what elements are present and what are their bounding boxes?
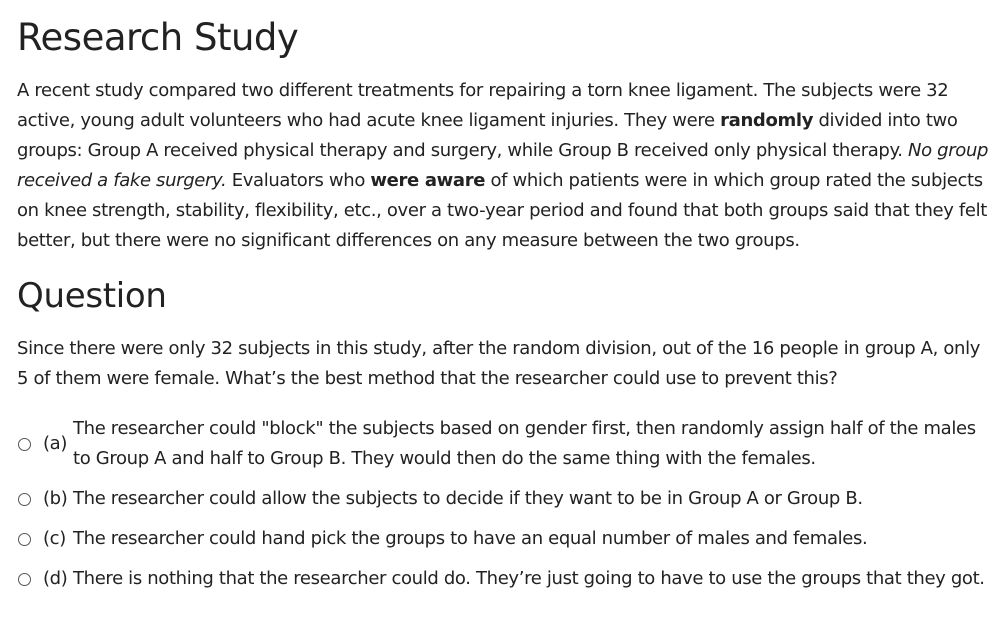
radio-button-d[interactable]	[18, 573, 31, 586]
option-text: The researcher could "block" the subjects based on gender first, then randomly assign half of the males to Group A and half to Group B. They would then do the same thing with the females.	[73, 418, 976, 469]
option-a[interactable]	[17, 414, 992, 474]
study-text-part2: divided into two groups: Group A received physical therapy and surgery, while Group B received only physical therapy.	[17, 110, 958, 161]
study-text-part1: A recent study compared two different treatments for repairing a torn knee ligament. The subjects were 32 active, young adult volunteers who had acute knee ligament injuries. They were	[17, 80, 949, 131]
radio-button-c[interactable]	[18, 533, 31, 546]
study-emphasis-were-aware: were aware	[370, 170, 486, 191]
study-paragraph	[17, 76, 992, 256]
question-text: Since there were only 32 subjects in this study, after the random division, out of the 16 people in group A, only 5 of them were female. What’s the best method that the researcher could use to prevent this?	[17, 338, 981, 389]
question-heading: Question	[17, 276, 167, 316]
option-d[interactable]	[17, 564, 992, 594]
study-text-part3: Evaluators who	[226, 170, 371, 191]
study-heading: Research Study	[17, 16, 299, 59]
option-text: The researcher could allow the subjects to decide if they want to be in Group A or Group B.	[73, 488, 863, 509]
option-text: The researcher could hand pick the groups to have an equal number of males and females.	[73, 528, 868, 549]
radio-button-b[interactable]	[18, 493, 31, 506]
study-emphasis-randomly: randomly	[720, 110, 814, 131]
study-italic-note: No group received a fake surgery.	[17, 140, 989, 191]
option-c[interactable]	[17, 524, 992, 554]
option-b[interactable]	[17, 484, 992, 514]
option-letter: (d)	[43, 568, 68, 589]
option-text: There is nothing that the researcher could do. They’re just going to have to use the groups that they got.	[73, 568, 985, 589]
option-letter: (b)	[43, 488, 68, 509]
study-text-part4: of which patients were in which group rated the subjects on knee strength, stability, flexibility, etc., over a two-year period and found that both groups said that they felt better, but there were no significant differences on any measure between the two groups.	[17, 170, 987, 251]
answer-options	[17, 414, 992, 594]
option-letter: (c)	[43, 528, 66, 549]
option-letter: (a)	[43, 433, 68, 454]
radio-button-a[interactable]	[18, 438, 31, 451]
